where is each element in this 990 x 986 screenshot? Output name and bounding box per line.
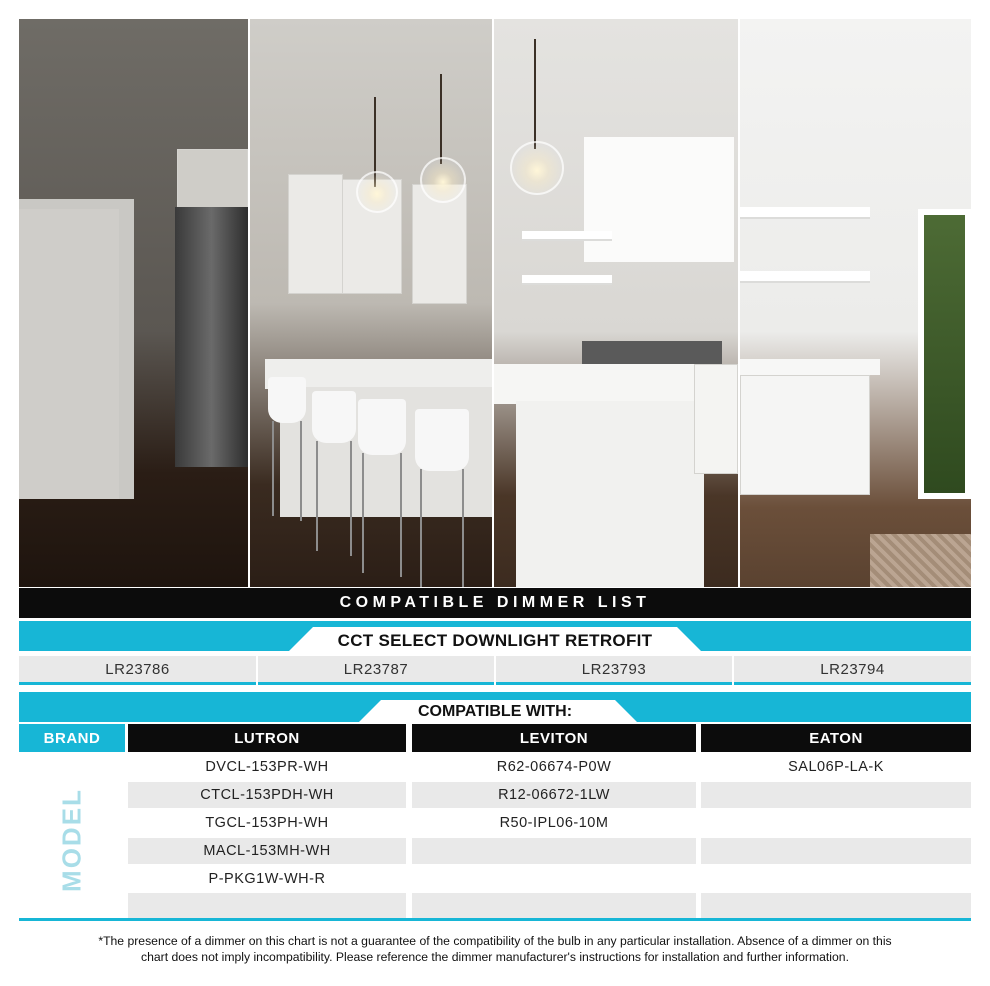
eaton-model <box>701 893 971 919</box>
leviton-model <box>412 866 696 892</box>
eaton-model <box>701 782 971 808</box>
compat-section-label: COMPATIBLE WITH: <box>417 703 573 720</box>
leviton-model <box>412 838 696 864</box>
eaton-model <box>701 866 971 892</box>
photo-panel-neutral <box>494 19 738 587</box>
product-model-cell: LR23787 <box>258 656 494 685</box>
product-section-bar <box>19 621 971 651</box>
brand-column-header-leviton: LEVITON <box>412 724 696 752</box>
lutron-model: MACL-153MH-WH <box>128 838 406 864</box>
leviton-model: R12-06672-1LW <box>412 782 696 808</box>
kitchen-photo <box>19 19 971 587</box>
brand-column-header-lutron: LUTRON <box>128 724 406 752</box>
lutron-model: P-PKG1W-WH-R <box>208 871 326 887</box>
footnote-line: *The presence of a dimmer on this chart is not a guarantee of the compatibility of the bulb in any particular installation. Absence of a dimmer on this <box>98 934 892 948</box>
leviton-model: R62-06674-P0W <box>496 759 612 775</box>
footnote-line: chart does not imply incompatibility. Please reference the dimmer manufacturer's instructions for installation and further information. <box>141 950 849 964</box>
disclaimer-footnote <box>60 933 930 965</box>
brand-column-header-eaton: EATON <box>701 724 971 752</box>
leviton-model: R50-IPL06-10M <box>499 815 609 831</box>
brand-header: BRAND <box>19 724 125 752</box>
dimmer-list-title: COMPATIBLE DIMMER LIST <box>19 588 971 618</box>
lutron-model <box>128 893 406 919</box>
photo-panel-neutral-warm <box>250 19 492 587</box>
compat-section-bar <box>19 692 971 722</box>
lutron-model: TGCL-153PH-WH <box>205 815 329 831</box>
eaton-model <box>701 810 971 836</box>
product-model-cell: LR23786 <box>19 656 256 685</box>
eaton-model <box>701 838 971 864</box>
product-section-label: CCT SELECT DOWNLIGHT RETROFIT <box>337 631 653 650</box>
model-side-label: MODEL <box>56 788 87 892</box>
product-model-cell: LR23793 <box>496 656 732 685</box>
lutron-model: CTCL-153PDH-WH <box>128 782 406 808</box>
photo-panel-warm <box>19 19 248 587</box>
table-bottom-rule <box>19 918 971 921</box>
eaton-model: SAL06P-LA-K <box>788 759 884 775</box>
leviton-model <box>412 893 696 919</box>
product-model-cell: LR23794 <box>734 656 971 685</box>
photo-panel-cool <box>740 19 971 587</box>
lutron-model: DVCL-153PR-WH <box>205 759 329 775</box>
